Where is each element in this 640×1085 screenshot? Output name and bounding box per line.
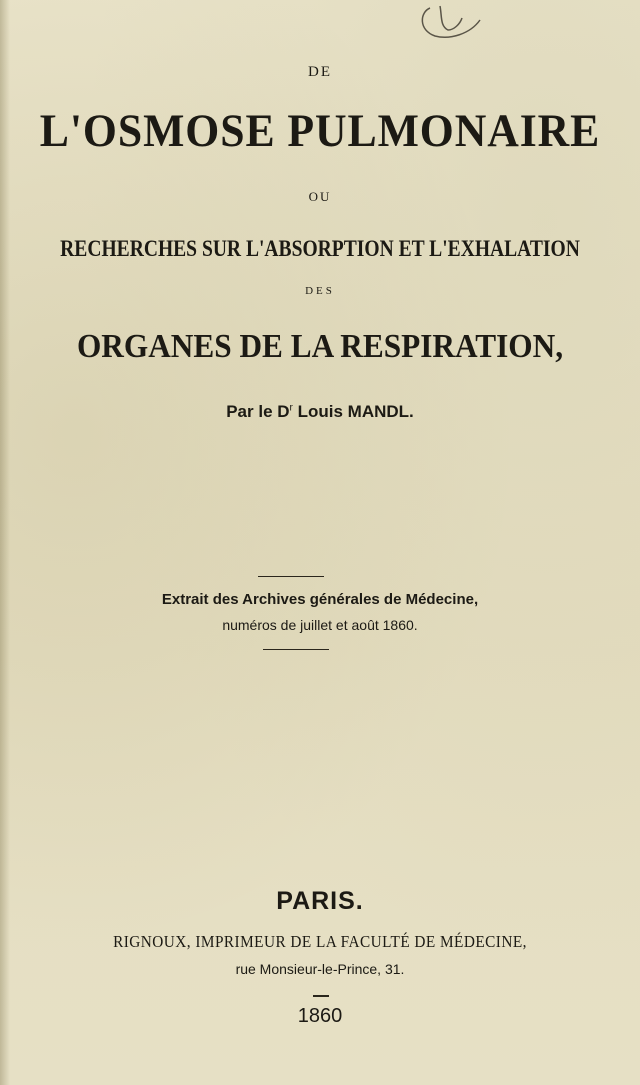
publication-year: 1860 xyxy=(297,1005,343,1027)
extract-note: Extrait des Archives générales de Médecine, xyxy=(161,591,479,608)
preposition-de: DE xyxy=(308,64,332,80)
subtitle: RECHERCHES SUR L'ABSORPTION ET L'EXHALATION xyxy=(60,236,580,261)
year-dash xyxy=(313,995,329,997)
author-prefix: Par le D xyxy=(226,402,290,421)
preposition-des: DES xyxy=(305,285,335,297)
address: rue Monsieur-le-Prince, 31. xyxy=(235,961,405,977)
subtitle-organes: ORGANES DE LA RESPIRATION, xyxy=(76,328,564,365)
page-edge-shadow xyxy=(0,0,10,1085)
city: PARIS. xyxy=(276,887,364,915)
main-title: L'OSMOSE PULMONAIRE xyxy=(39,105,601,157)
author-sup: r xyxy=(289,402,293,414)
divider-bottom xyxy=(263,649,329,650)
divider-top xyxy=(258,576,324,577)
author-name: Louis MANDL. xyxy=(292,402,414,421)
printer: RIGNOUX, IMPRIMEUR DE LA FACULTÉ DE MÉDECINE, xyxy=(113,932,527,951)
conjunction-ou: OU xyxy=(308,189,332,204)
author-line xyxy=(0,402,640,422)
handwritten-mark xyxy=(410,0,500,45)
issue-note: numéros de juillet et août 1860. xyxy=(222,617,418,633)
